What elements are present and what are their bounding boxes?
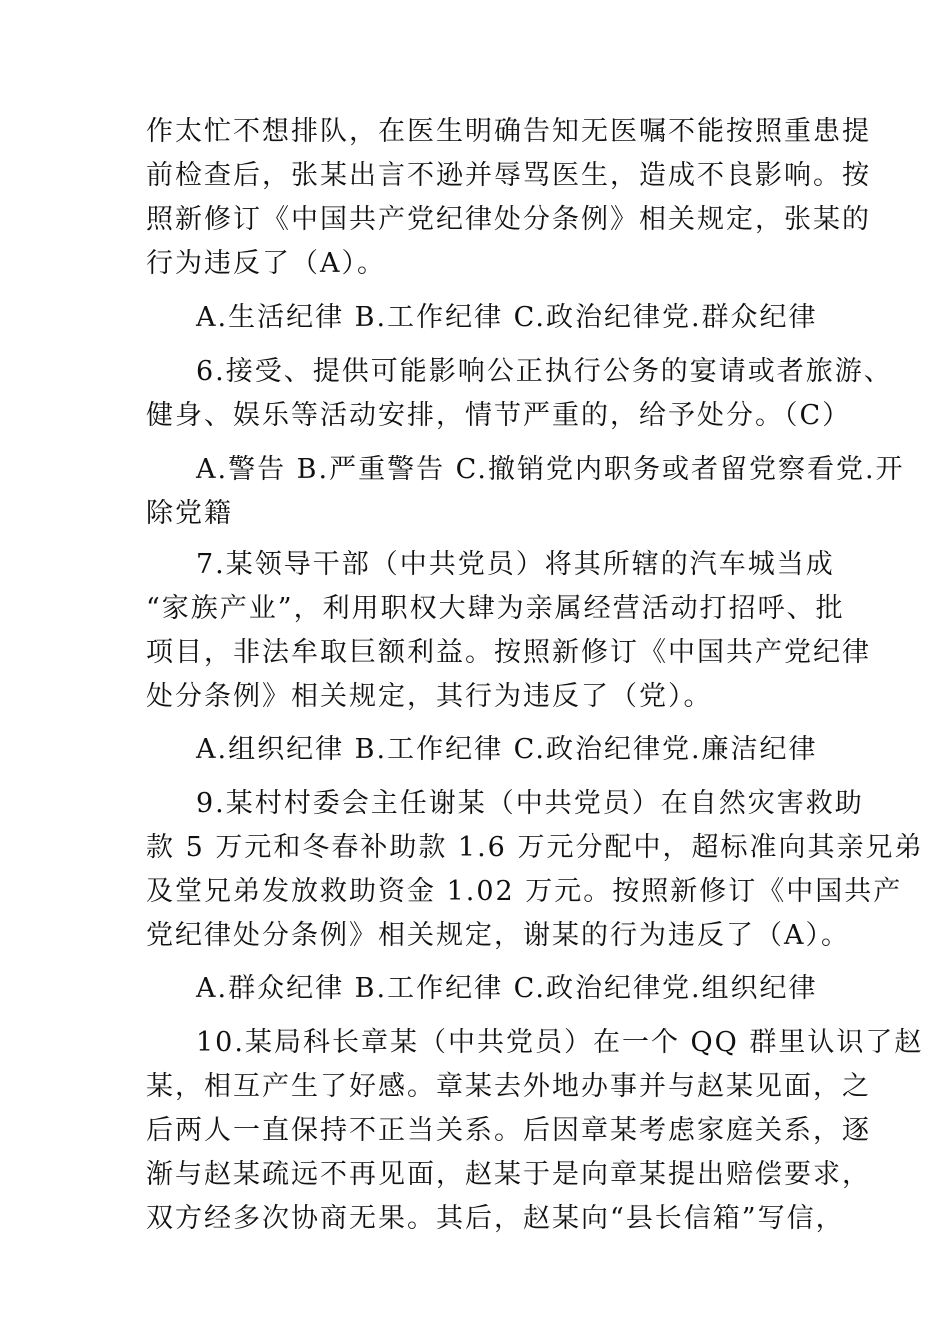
answer-options: A.组织纪律 B.工作纪律 C.政治纪律党.廉洁纪律 [196, 734, 818, 765]
question-7: 7.某领导干部（中共党员）将其所辖的汽车城当成 [196, 549, 835, 580]
text-line: 项目，非法牟取巨额利益。按照新修订《中国共产党纪律 [146, 637, 871, 668]
text-line: 前检查后，张某出言不逊并辱骂医生，造成不良影响。按 [146, 160, 871, 191]
answer-options: A.警告 B.严重警告 C.撤销党内职务或者留党察看党.开 [196, 454, 905, 485]
answer-options: A.生活纪律 B.工作纪律 C.政治纪律党.群众纪律 [196, 302, 818, 333]
text-line: 处分条例》相关规定，其行为违反了（党）。 [146, 681, 713, 712]
text-line: 照新修订《中国共产党纪律处分条例》相关规定，张某的 [146, 204, 871, 235]
answer-options: A.群众纪律 B.工作纪律 C.政治纪律党.组织纪律 [196, 973, 818, 1004]
text-line: 党纪律处分条例》相关规定，谢某的行为违反了（A）。 [146, 920, 850, 951]
text-line: “家族产业”，利用职权大肆为亲属经营活动打招呼、批 [146, 593, 845, 624]
text-line: 某，相互产生了好感。章某去外地办事并与赵某见面，之 [146, 1071, 871, 1102]
question-9: 9.某村村委会主任谢某（中共党员）在自然灾害救助 [196, 788, 864, 819]
text-line: 渐与赵某疏远不再见面，赵某于是向章某提出赔偿要求， [146, 1159, 871, 1190]
text-line: 后两人一直保持不正当关系。后因章某考虑家庭关系，逐 [146, 1115, 871, 1146]
text-line: 及堂兄弟发放救助资金 1.02 万元。按照新修订《中国共产 [146, 876, 903, 907]
text-line: 作太忙不想排队，在医生明确告知无医嘱不能按照重患提 [146, 116, 871, 147]
question-10: 10.某局科长章某（中共党员）在一个 QQ 群里认识了赵 [196, 1027, 924, 1058]
text-line: 双方经多次协商无果。其后，赵某向“县长信箱”写信， [146, 1203, 845, 1234]
question-6: 6.接受、提供可能影响公正执行公务的宴请或者旅游、 [196, 356, 893, 387]
text-line: 除党籍 [146, 498, 233, 529]
text-line: 款 5 万元和冬春补助款 1.6 万元分配中，超标准向其亲兄弟 [146, 832, 924, 863]
text-line: 健身、娱乐等活动安排，情节严重的，给予处分。（C） [146, 400, 852, 431]
text-line: 行为违反了（A）。 [146, 248, 386, 279]
